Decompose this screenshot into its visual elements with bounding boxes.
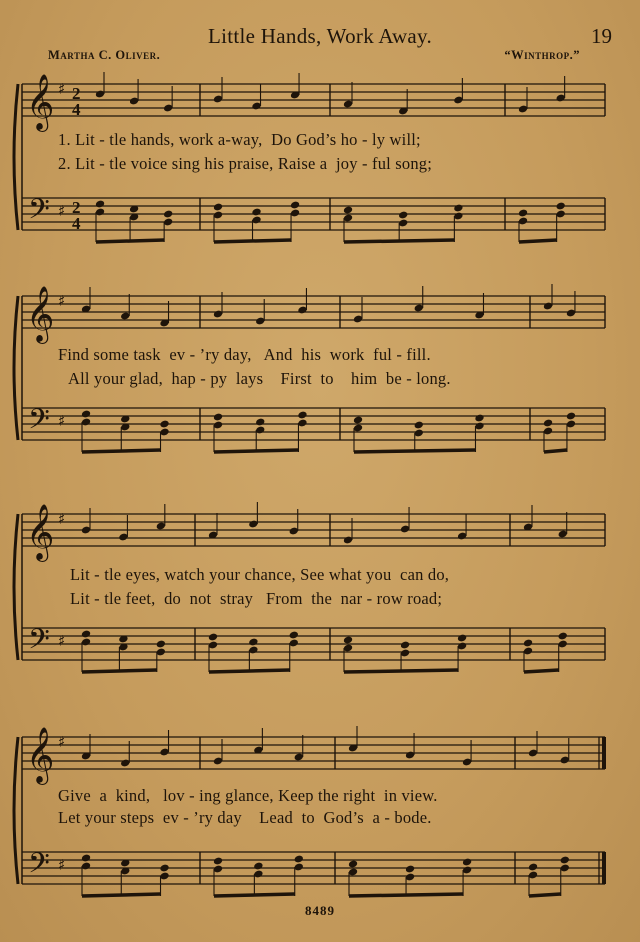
note-head [523, 639, 533, 648]
note-head [213, 203, 223, 212]
note-head [248, 638, 258, 647]
sharp-sign: ♯ [58, 733, 66, 751]
beam [354, 450, 475, 452]
note-head [453, 204, 463, 213]
note-head [253, 862, 263, 871]
bass-clef: 𝄢 [28, 847, 50, 887]
note-head [457, 634, 467, 643]
brace [14, 737, 18, 884]
beam [82, 450, 161, 452]
system-4-verse-1: Give a kind, lov - ing glance, Keep the right in view. [58, 786, 438, 805]
sharp-sign: ♯ [58, 412, 66, 430]
system-2-verse-1: Find some task ev - ’ry day, And his work ful - fill. [58, 345, 431, 364]
beam [214, 240, 291, 242]
note-head [405, 865, 415, 874]
note-head [343, 206, 353, 215]
note-head [348, 860, 358, 869]
note-head [556, 202, 566, 211]
note-head [289, 631, 299, 640]
time-sig-bottom: 4 [72, 100, 81, 119]
note-head [353, 416, 363, 425]
note-head [81, 630, 91, 639]
bass-clef: 𝄢 [28, 193, 50, 233]
treble-clef: 𝄞 [26, 286, 55, 342]
beam [214, 450, 298, 452]
note-head [528, 863, 538, 872]
note-head [159, 864, 169, 873]
note-head [343, 636, 353, 645]
system-2-verse-2: All your glad, hap - py lays First to him be - long. [68, 369, 451, 388]
note-head [462, 858, 472, 867]
note-head [251, 208, 261, 217]
note-head [543, 419, 553, 428]
note-head [566, 412, 576, 421]
system-3-verse-1: Lit - tle eyes, watch your chance, See what you can do, [70, 565, 450, 584]
note-head [400, 641, 410, 650]
page-number: 19 [591, 24, 612, 48]
time-sig-top: 2 [72, 84, 81, 103]
time-sig-top: 2 [72, 198, 81, 217]
treble-clef: 𝄞 [26, 504, 55, 560]
note-head [159, 420, 169, 429]
tune-name: “Winthrop.” [504, 48, 580, 62]
note-head [518, 209, 528, 218]
treble-clef: 𝄞 [26, 727, 55, 783]
sharp-sign: ♯ [58, 510, 66, 528]
note-head [213, 413, 223, 422]
note-head [398, 211, 408, 220]
sharp-sign: ♯ [58, 292, 66, 310]
brace [14, 514, 18, 660]
note-head [414, 421, 424, 430]
note-head [474, 414, 484, 423]
note-head [560, 856, 570, 865]
system-1-verse-2: 2. Lit - tle voice sing his praise, Raise a joy - ful song; [58, 154, 433, 173]
note-head [81, 854, 91, 863]
system-3-verse-2: Lit - tle feet, do not stray From the nar - row road; [70, 589, 443, 608]
note-head [81, 410, 91, 419]
note-head [290, 201, 300, 210]
beam [524, 670, 559, 672]
author-credit: Martha C. Oliver. [48, 48, 161, 62]
beam [544, 450, 567, 452]
brace [14, 296, 18, 440]
sharp-sign: ♯ [58, 632, 66, 650]
beam [96, 240, 164, 242]
hymn-title: Little Hands, Work Away. [207, 24, 433, 48]
system-1-verse-1: 1. Lit - tle hands, work a-way, Do God’s ho - ly will; [58, 130, 421, 149]
note-head [156, 640, 166, 649]
note-head [95, 200, 105, 209]
bass-clef: 𝄢 [28, 623, 50, 663]
system-4-verse-2: Let your steps ev - ’ry day Lead to God’s a - bode. [58, 808, 432, 827]
time-sig-bottom: 4 [72, 214, 81, 233]
beam [82, 670, 157, 672]
note-head [558, 632, 568, 641]
note-head [294, 855, 304, 864]
beam [344, 670, 458, 672]
note-head [163, 210, 173, 219]
sharp-sign: ♯ [58, 856, 66, 874]
beam [349, 894, 463, 896]
bass-clef: 𝄢 [28, 403, 50, 443]
beam [344, 240, 454, 242]
note-head [255, 418, 265, 427]
note-head [213, 857, 223, 866]
brace [14, 84, 18, 230]
plate-number: 8489 [305, 903, 335, 918]
beam [529, 894, 561, 896]
note-head [208, 633, 218, 642]
sharp-sign: ♯ [58, 80, 66, 98]
beam [82, 894, 161, 896]
beam [214, 894, 295, 896]
treble-clef: 𝄞 [26, 74, 55, 130]
sharp-sign: ♯ [58, 202, 66, 220]
note-head [297, 411, 307, 420]
beam [209, 670, 290, 672]
beam [519, 240, 557, 242]
